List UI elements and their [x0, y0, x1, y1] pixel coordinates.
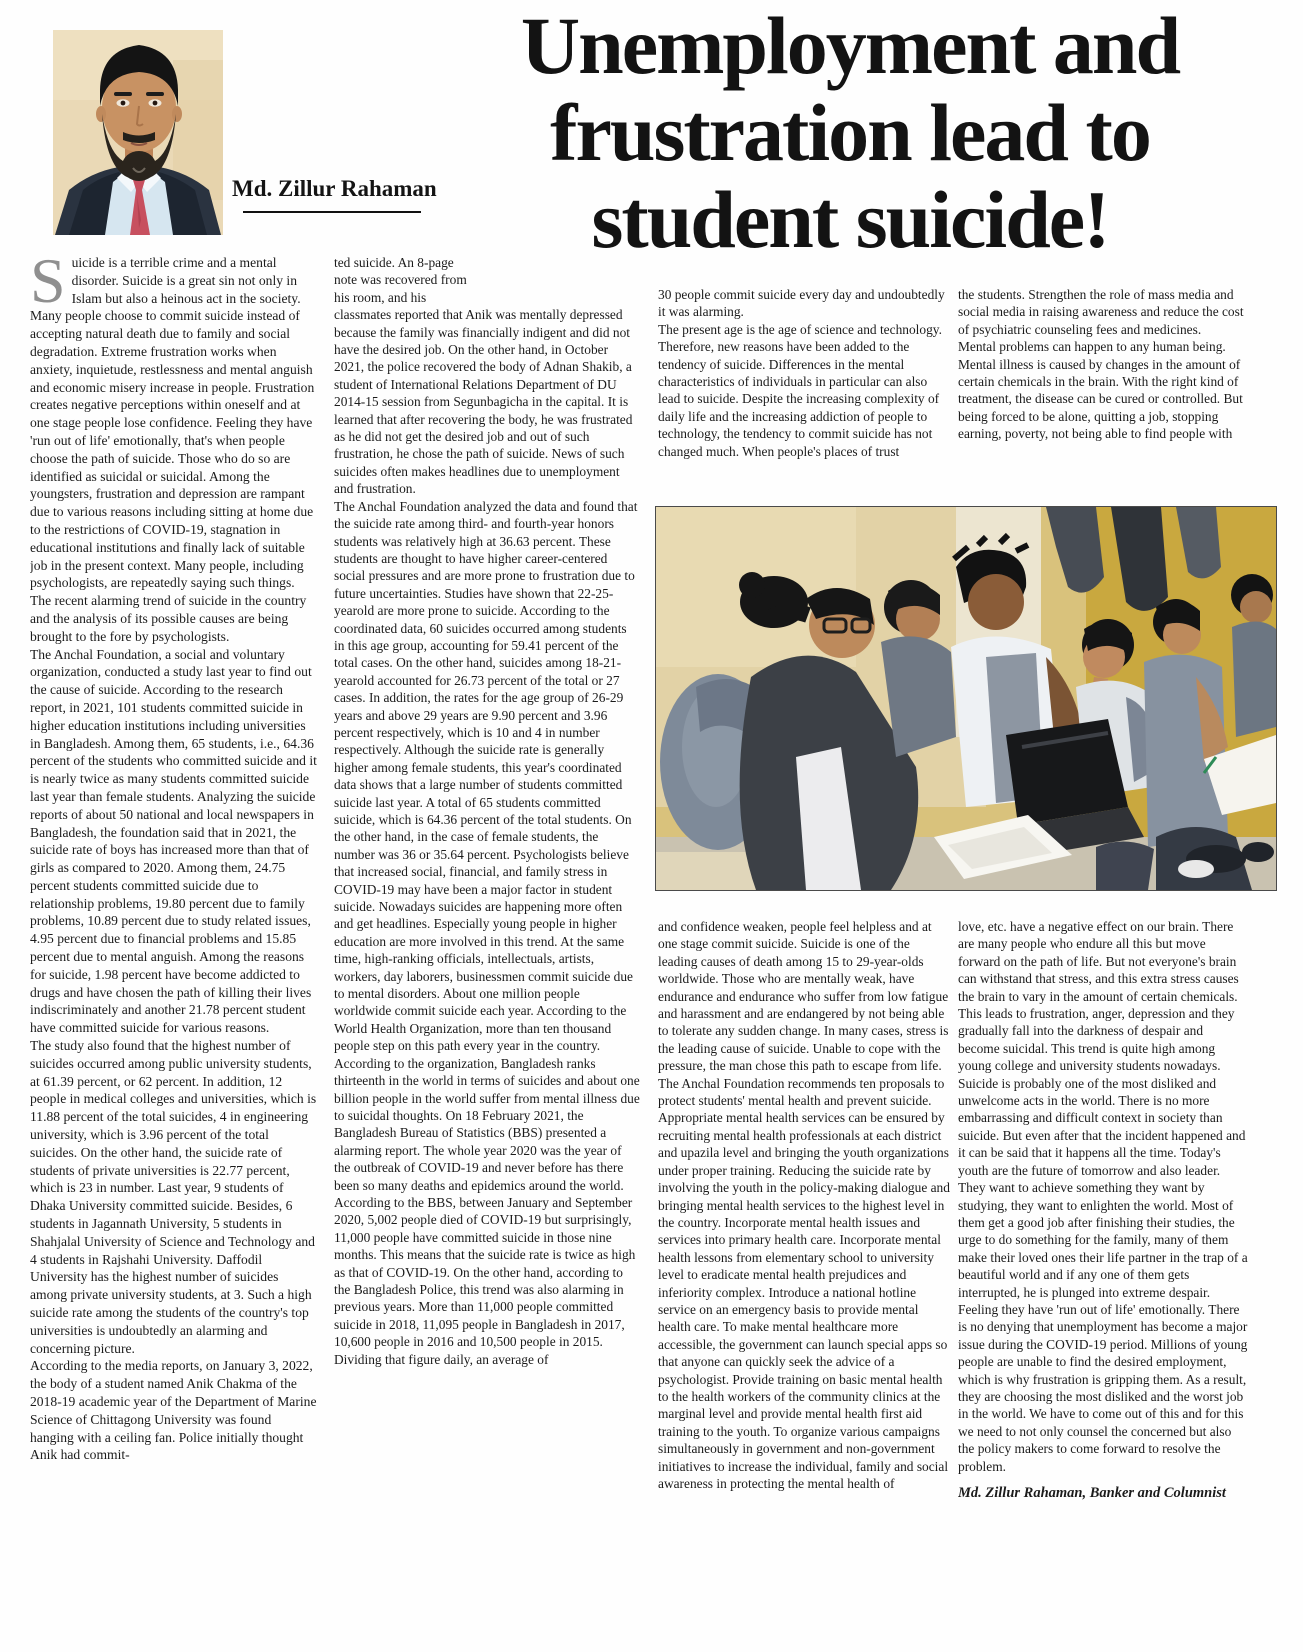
headline-overhang-spacer [476, 254, 640, 290]
byline [232, 176, 437, 213]
paragraph: Suicide is probably one of the most disliked and unwelcome acts in the world. There is no more embarrassing and difficult context in society than suicide. But even after that the incident happened and it can be said that it happens all the time. Today's youth are the future of tomorrow and also leader. They want to achieve something they want by studying, they want to enlighten the world. Most of them get a good job after finishing their studies, the urge to do something for the family, many of them make their loved ones their life partner in the trap of a beautiful world and if any one of them gets interrupted, he is plunged into extreme despair. Feeling they have 'run out of life' emotionally. There is no denying that unemployment has become a major issue during the COVID-19 period. Millions of young people are unable to find the desired employment, which is why frustration is gripping them. As a result, they are choosing the most disliked and the worst job in the world. We have to come out of this and for this we need to not only counsel the concerned but also the policy makers to come forward to resolve the problem. [958, 1075, 1248, 1474]
paragraph: The present age is the age of science and technology. Therefore, new reasons have been added to the tendency of suicide. Differences in the mental characteristics of individuals in particular can also lead to suicide. Despite the increasing complexity of daily life and the increasing addiction of people to technology, the tendency to commit suicide has not changed much. When people's places of trust [658, 321, 942, 459]
column-1 [30, 254, 318, 1652]
headline-line-2: frustration lead to [550, 87, 1150, 178]
paragraph: According to the media reports, on January 3, 2022, the body of a student named Anik Chakma of the 2018-19 academic year of the Department of Marine Science of Chittagong University was found hanging with a ceiling fan. Police initially thought Anik had commit- [30, 1358, 317, 1463]
laptop [1006, 719, 1128, 825]
paragraph [30, 254, 318, 646]
paragraph: and confidence weaken, people feel helpless and at one stage commit suicide. Suicide is one of the leading causes of death among 15 to 29-year-olds worldwide. Those who are mentally weak, have endurance and endurance who suffer from low fatigue and harassment and are endangered by not being able to tolerate any sudden change. In many cases, stress is the leading cause of suicide. Unable to cope with the pressure, the man chose this path to escape from life. [658, 919, 949, 1074]
paragraph: love, etc. have a negative effect on our brain. There are many people who endure all this but move forward on the path of life. But not everyone's brain can withstand that stress, and this extra stress causes the brain to vary in the amount of certain chemicals. This leads to frustration, anger, depression and they gradually fall into the darkness of despair and become suicidal. This trend is quite high among young college and university students nowadays. [958, 919, 1239, 1074]
column-4-lower [958, 918, 1248, 1652]
drop-cap: S [30, 254, 66, 316]
author-credit: Md. Zillur Rahaman, Banker and Columnist [958, 1485, 1226, 1501]
paragraph: 30 people commit suicide every day and undoubtedly it was alarming. [658, 287, 945, 320]
paragraph: The study also found that the highest number of suicides occurred among public university students, at 61.39 percent, or 62 percent. In addition, 12 people in medical colleges and universities, which is 11.88 percent of the total suicides, 4 in engineering university, which is 3.96 percent of the total suicides. On the other hand, the suicide rate of students of private universities is 22.77 percent, which is 23 in number. Last year, 9 students of Dhaka University committed suicide. Besides, 6 students in Jagannath University, 5 students in Shahjalal University of Science and Technology and 4 students in Rajshahi University. Daffodil University has the highest number of suicides among private university students, at 3. Such a high suicide rate among the students of the country's top universities is undoubtedly an alarming and concerning picture. [30, 1038, 317, 1356]
paragraph: ted suicide. An 8-page note was recovered from his room, and his classmates reported that Anik was mentally depressed because the family was financially indigent and did not have the desired job. On the other hand, in October 2021, the police recovered the body of Adnan Shakib, a student of International Relations Department of DU 2014-15 session from Segunbagicha in the capital. It is learned that after recovering the body, he was frustrated as he did not get the desired job and out of such frustration, he chose the path of suicide. News of such suicides often makes headlines due to unemployment and frustration. [334, 255, 633, 497]
paragraph-text: uicide is a terrible crime and a mental disorder. Suicide is a great sin not only in Islam but also a heinous act in the society. Many people choose to commit suicide instead of accepting natural death due to family and social degradation. Extreme frustration works when anxiety, inquietude, restlessness and mental anguish and economic misery increase in people. Frustration creates negative perceptions within oneself and at one stage people lose confidence. Feeling they have 'run out of life' emotionally, that's when people choose the path of suicide. Those who do so are identified as suicidal or suicidal. Among the youngsters, frustration and depression are rampant due to various reasons including sitting at home due to the restrictions of COVID-19, stagnation in educational institutions and finally lack of suitable job in the present context. Many people, including psychologists, are repeatedly saying such things. The recent alarming trend of suicide in the country and the analysis of its possible causes are being brought to the fore by psychologists. [30, 255, 315, 644]
paragraph: The Anchal Foundation analyzed the data and found that the suicide rate among third- and fourth-year honors students was relatively high at 36.63 percent. These students are thought to have higher career-centered social pressures and are more prone to frustration due to future uncertainties. Studies have shown that 22-25-yearold are more prone to suicide. According to the coordinated data, 60 suicides occurred among students in this age group, accounting for 59.41 percent of the total cases. On the other hand, suicides among 18-21-yearold accounted for 26.73 percent of the total or 27 cases. In addition, the rates for the age group of 26-29 years and above 29 years are 9.90 percent and 3.96 percent respectively, which is 10 and 4 in number respectively. Although the suicide rate is generally higher among female students, this year's coordinated data shows that a large number of students committed suicide last year. A total of 65 students committed suicide, which is 64.36 percent of the total students. On the other hand, in the case of female students, the number was 36 or 35.64 percent. Psychologists believe that increased social, financial, and family stress in COVID-19 may have been a major factor in student suicide. Nowadays suicides are happening more often and get headlines. Especially young people in higher education are more involved in this trend. At the same time, high-ranking officials, intellectuals, artists, workers, day laborers, businessmen commit suicide due to mental disorders. About one million people worldwide commit suicide each year. According to the World Health Organization, more than ten thousand people step on this path every year in the country. According to the organization, Bangladesh ranks thirteenth in the world in terms of suicides and about one billion people in the world suffer from mental illness due to suicidal thoughts. On 18 February 2021, the Bangladesh Bureau of Statistics (BBS) presented a alarming report. The whole year 2020 was the year of the outbreak of COVID-19 and never before has there been so many deaths and epidemics around the world. According to the BBS, between January and September 2020, 5,002 people died of COVID-19 but surprisingly, 11,000 people have committed suicide in those nine months. This means that the suicide rate is twice as high as that of COVID-19. On the other hand, according to the Bangladesh Police, this trend was also alarming in previous years. More than 11,000 people committed suicide in 2018, 11,095 people in Bangladesh in 2017, 10,600 people in 2016 and 10,500 people in 2015. Dividing that figure daily, an average of [334, 498, 640, 1367]
students-photo-illustration [656, 507, 1276, 890]
column-4-upper [958, 286, 1248, 502]
column-3-upper [658, 286, 950, 502]
paragraph: Mental problems can happen to any human being. Mental illness is caused by changes in the amount of certain chemicals in the brain. With the right kind of treatment, the disease can be cured or controlled. But being forced to be alone, quitting a job, stopping earning, poverty, not being able to find people with [958, 339, 1243, 442]
student-3-face [968, 574, 1024, 630]
byline-underline [243, 211, 421, 213]
author-name: Md. Zillur Rahaman [232, 176, 437, 201]
column-2 [334, 254, 640, 1652]
paragraph: the students. Strengthen the role of mass media and social media in raising awareness and reduce the cost of psychiatric counseling fees and medicines. [958, 287, 1244, 337]
paragraph: The Anchal Foundation, a social and voluntary organization, conducted a study last year to find out the cause of suicide. According to the research report, in 2021, 101 students committed suicide in higher education institutions including universities in Bangladesh. Among them, 65 students, i.e., 64.36 percent of the students who committed suicide and it is nearly twice as many students committed suicide last year than female students. Analyzing the suicide reports of about 50 national and local newspapers in Bangladesh, the foundation said that in 2021, the suicide rate of boys has increased more than that of girls as compared to 2020. Among them, 24.75 percent students committed suicide due to relationship problems, 19.80 percent due to family problems, 10.89 percent due to study related issues, 4.95 percent due to financial problems and 15.85 percent due to mental anguish. Among the reasons for suicide, 1.98 percent have become addicted to drugs and have chosen the path of killing their lives indiscriminately and another 21.78 percent student have committed suicide for various reasons. [30, 646, 317, 1036]
headline-line-3: student suicide! [591, 174, 1109, 265]
students-photo [655, 506, 1277, 891]
author-portrait-photo [53, 30, 223, 235]
paragraph: The Anchal Foundation recommends ten proposals to protect students' mental health and prevent suicide. Appropriate mental health services can be ensured by recruiting mental health professionals at each district and upazila level and bringing the youth organizations under proper training. Reducing the suicide rate by involving the youth in the policy-making dialogue and bringing mental health services to the highest level in the country. Incorporate mental health issues and services into primary health care. Incorporate mental health lessons from elementary school to university level to eradicate mental health prejudices and inferiority complex. Introduce a national hotline service on an emergency basis to provide mental health care. To make mental healthcare more accessible, the government can launch special apps so that anyone can quickly seek the advice of a psychologist. Provide training on basic mental health to the health workers of the community clinics at the marginal level and provide mental health first aid training to the youth. To organize various campaigns simultaneously in government and non-government initiatives to increase the individual, family and social awareness in protecting the mental health of [658, 1075, 950, 1491]
headline-line-1: Unemployment and [520, 0, 1180, 91]
author-portrait-illustration [53, 30, 223, 235]
headline [420, 2, 1280, 263]
column-3-lower [658, 918, 950, 1652]
